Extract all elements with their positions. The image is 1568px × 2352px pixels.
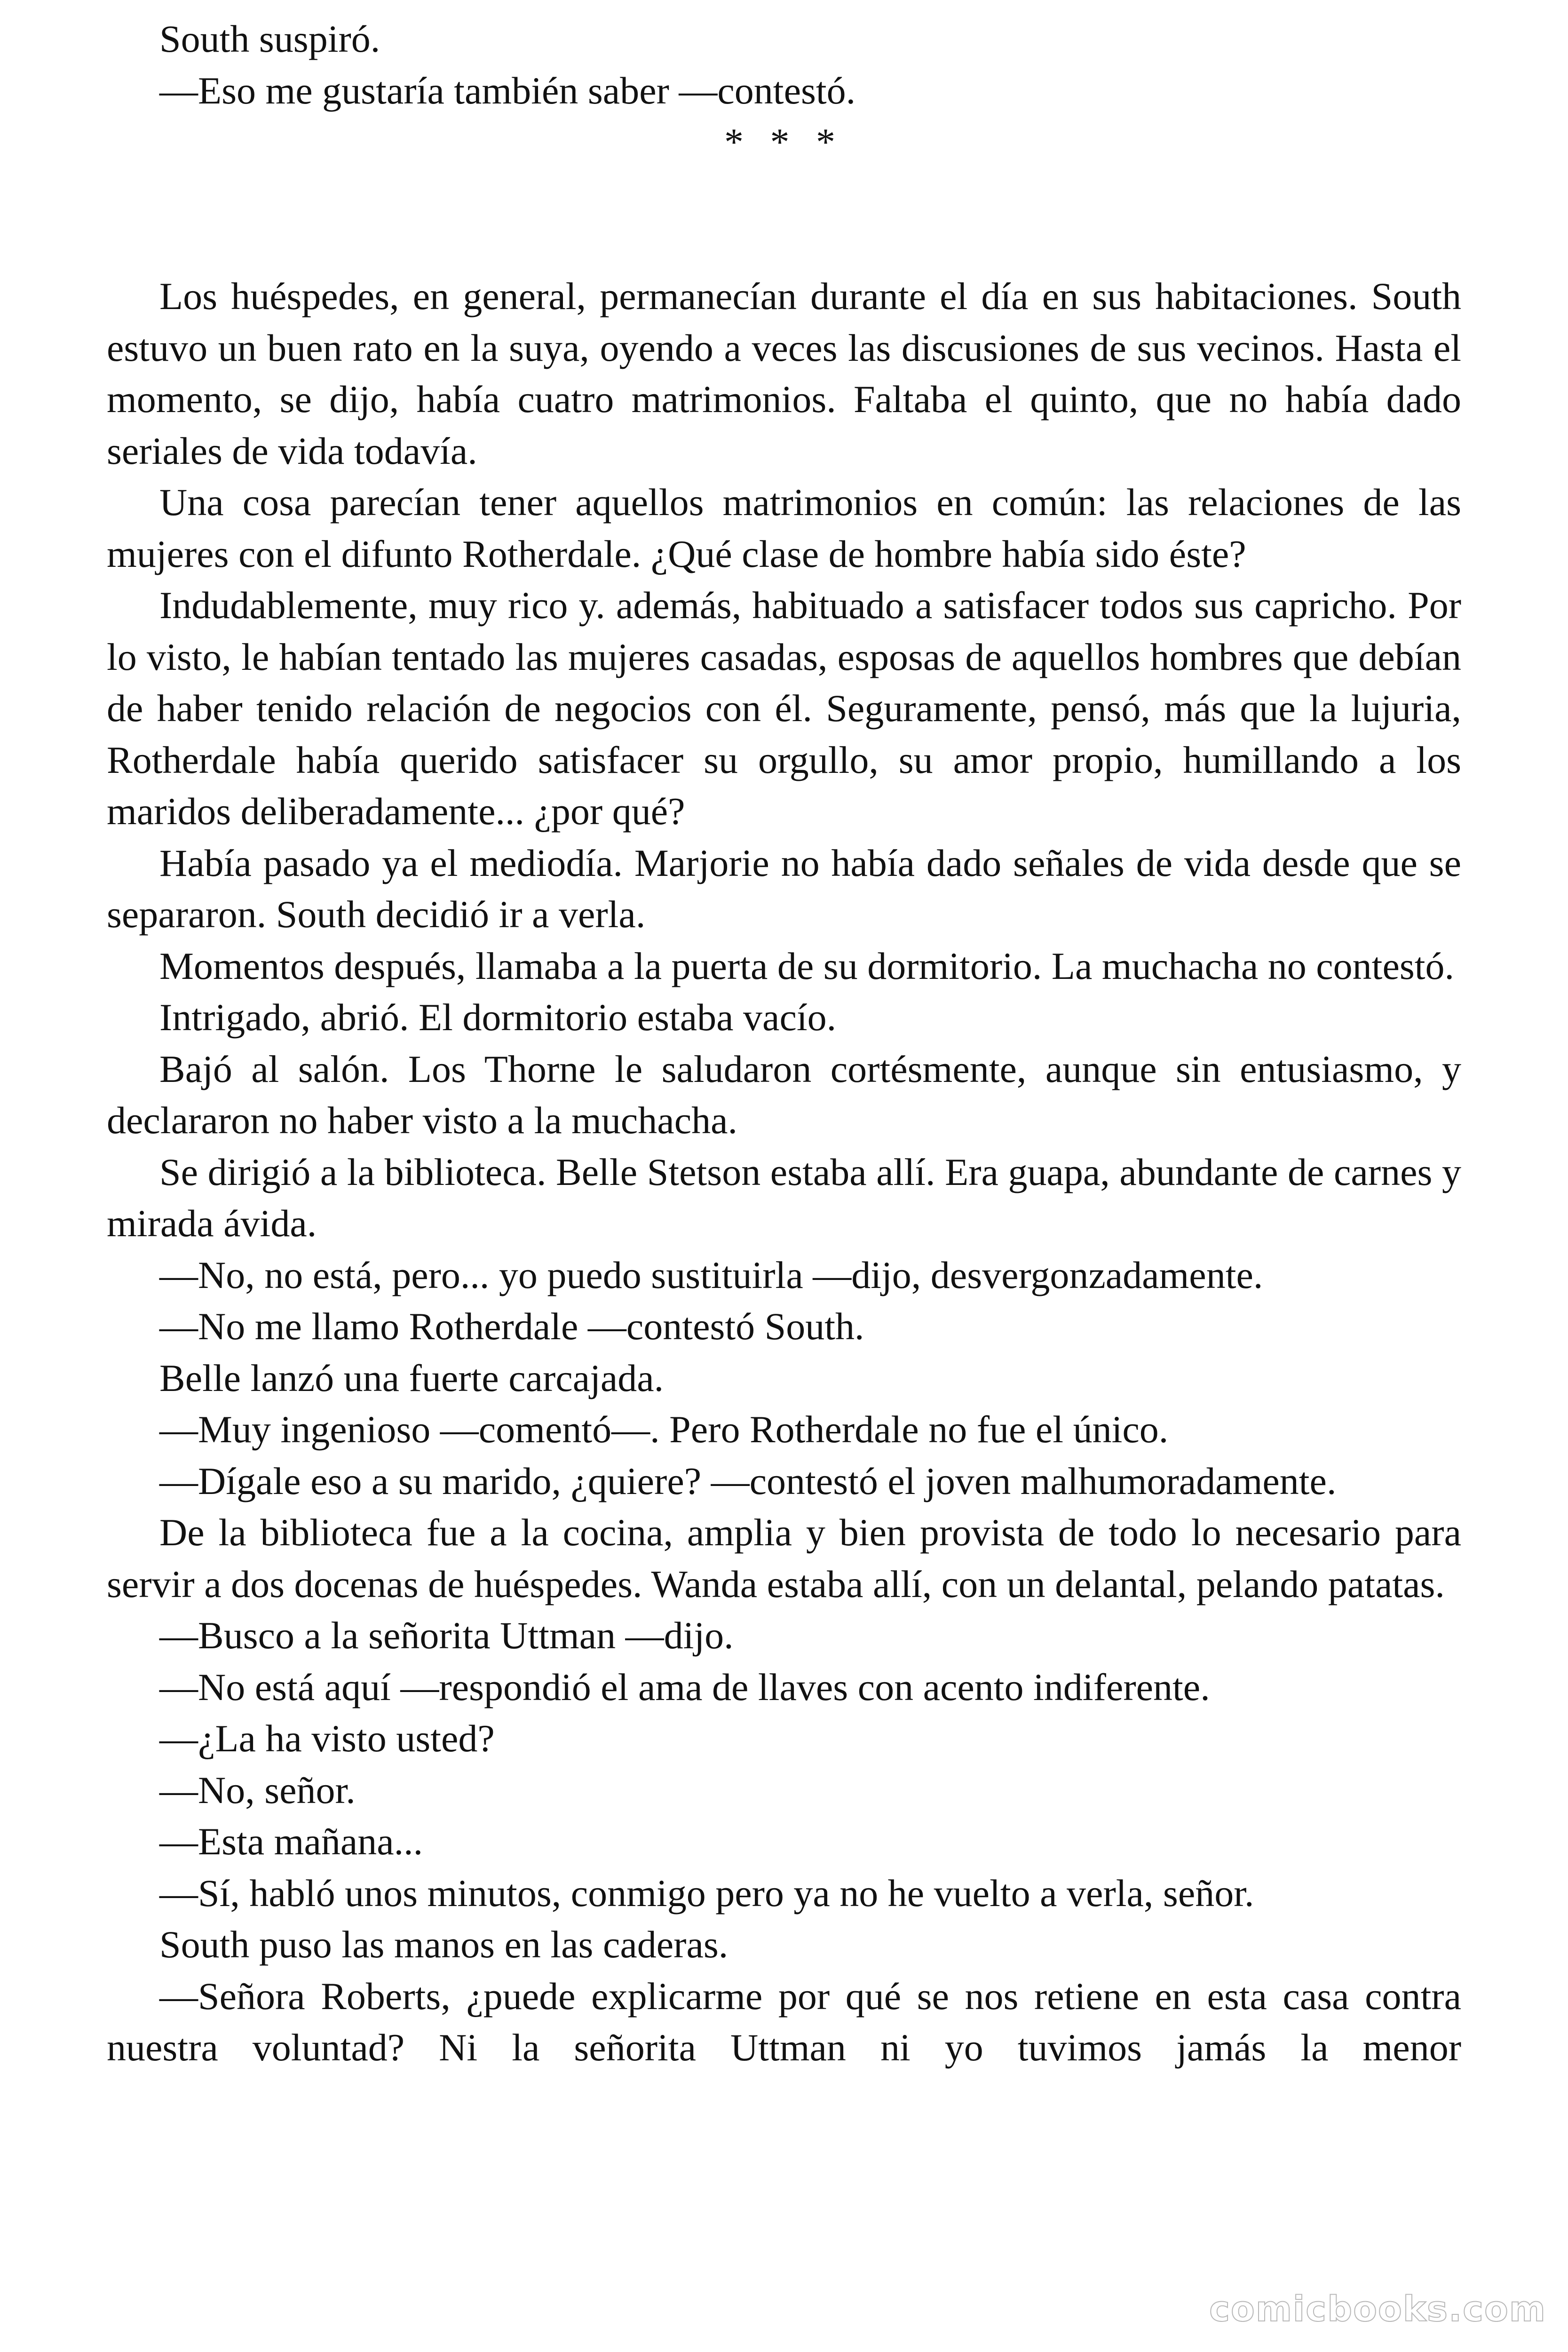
- dialogue-line: —Sí, habló unos minutos, conmigo pero ya no he vuelto a verla, señor.: [159, 1871, 1254, 1915]
- book-page: [107, 13, 1461, 2074]
- dialogue-line: —Muy ingenioso —comentó—. Pero Rotherdale no fue el único.: [159, 1408, 1169, 1451]
- watermark: comicbooks.com: [1209, 2289, 1546, 2329]
- dialogue-line: South suspiró.: [159, 17, 380, 60]
- dialogue-line: —No me llamo Rotherdale —contestó South.: [159, 1305, 864, 1348]
- paragraph: Indudablemente, muy rico y. además, habituado a satisfacer todos sus capricho. Por lo visto, le habían tentado las mujeres casadas, esposas de aquellos hombres que debían de haber tenido relación de negocios con él. Seguramente, pensó, más que la lujuria, Rotherdale había querido satisfacer su orgullo, su amor propio, humillando a los maridos deliberadamente... ¿por qué?: [107, 584, 1461, 833]
- dialogue-line: —Esta mañana...: [159, 1820, 423, 1863]
- dialogue-line: —¿La ha visto usted?: [159, 1717, 495, 1760]
- paragraph: Momentos después, llamaba a la puerta de su dormitorio. La muchacha no contestó.: [159, 944, 1455, 987]
- dialogue-line: —No está aquí —respondió el ama de llaves con acento indiferente.: [159, 1665, 1210, 1708]
- paragraph: Intrigado, abrió. El dormitorio estaba vacío.: [159, 996, 837, 1039]
- paragraph: Se dirigió a la biblioteca. Belle Stetson estaba allí. Era guapa, abundante de carnes y mirada ávida.: [107, 1150, 1461, 1245]
- separator-asterisks: * * *: [724, 120, 844, 163]
- dialogue-line: —Señora Roberts, ¿puede explicarme por qué se nos retiene en esta casa contra nuestra voluntad? Ni la señorita Uttman ni yo tuvimos jamás la menor: [107, 1974, 1461, 2069]
- paragraph: De la biblioteca fue a la cocina, amplia y bien provista de todo lo necesario para servir a dos docenas de huéspedes. Wanda estaba allí, con un delantal, pelando patatas.: [107, 1511, 1461, 1605]
- dialogue-line: —Dígale eso a su marido, ¿quiere? —contestó el joven malhumoradamente.: [159, 1459, 1337, 1502]
- paragraph: Había pasado ya el mediodía. Marjorie no había dado señales de vida desde que se separaron. South decidió ir a verla.: [107, 841, 1461, 936]
- dialogue-line: —Eso me gustaría también saber —contestó.: [159, 69, 856, 112]
- paragraph: South puso las manos en las caderas.: [159, 1923, 729, 1966]
- section-separator: [107, 116, 1461, 270]
- paragraph: Los huéspedes, en general, permanecían durante el día en sus habitaciones. South estuvo un buen rato en la suya, oyendo a veces las discusiones de sus vecinos. Hasta el momento, se dijo, había cuatro matrimonios. Faltaba el quinto, que no había dado seriales de vida todavía.: [107, 275, 1461, 472]
- dialogue-line: —No, señor.: [159, 1768, 356, 1812]
- paragraph: Bajó al salón. Los Thorne le saludaron cortésmente, aunque sin entusiasmo, y declararon no haber visto a la muchacha.: [107, 1047, 1461, 1142]
- dialogue-line: —No, no está, pero... yo puedo sustituirla —dijo, desvergonzadamente.: [159, 1253, 1263, 1296]
- paragraph: Una cosa parecían tener aquellos matrimonios en común: las relaciones de las mujeres con el difunto Rotherdale. ¿Qué clase de hombre había sido éste?: [107, 481, 1461, 575]
- paragraph: Belle lanzó una fuerte carcajada.: [159, 1356, 664, 1399]
- dialogue-line: —Busco a la señorita Uttman —dijo.: [159, 1614, 734, 1657]
